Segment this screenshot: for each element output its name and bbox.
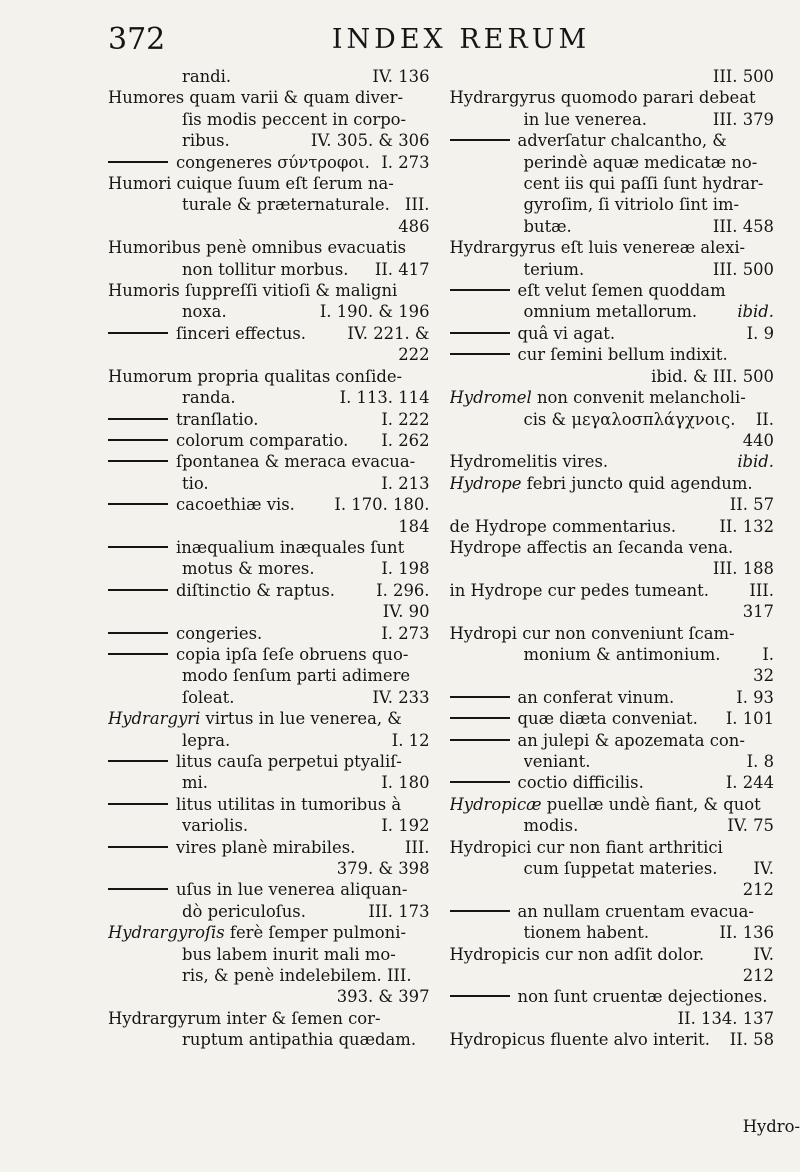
index-reference: I. 190. & 196 (319, 302, 430, 322)
ditto-dash (108, 760, 168, 762)
page-header (108, 22, 774, 60)
index-line (108, 1029, 430, 1050)
index-entry-text: Hydrargyrum inter & ſemen cor- (108, 1008, 381, 1028)
index-reference: IV. (753, 944, 774, 964)
index-entry-text: adverſatur chalcantho, & (517, 131, 727, 151)
index-entry-text: Humoris ſuppreſſi vitioſi & maligni (108, 281, 398, 301)
index-entry-text: motus & mores. (182, 559, 315, 579)
index-line (450, 815, 774, 836)
index-line (108, 944, 430, 965)
index-reference: I. 262 (381, 430, 430, 450)
index-line (450, 66, 774, 87)
index-reference: 32 (753, 666, 774, 686)
index-line (450, 858, 774, 879)
index-line (450, 344, 774, 365)
ditto-dash (108, 161, 168, 163)
ditto-dash (108, 589, 168, 591)
index-entry-text: Hydropici cur non fiant arthritici (449, 837, 723, 857)
index-entry-text: congeneres σύντροφοι. (176, 152, 370, 172)
index-line (450, 901, 774, 922)
index-reference: 379. & 398 (336, 859, 430, 879)
ditto-dash (450, 717, 510, 719)
index-line (108, 280, 430, 301)
ditto-dash (108, 332, 168, 334)
index-line (450, 1029, 774, 1050)
index-entry-text: turale & præternaturale. (182, 195, 390, 215)
index-entry-text: copia ipſa ſeſe obruens quo- (176, 644, 409, 664)
ditto-dash (108, 653, 168, 655)
index-line (108, 644, 430, 665)
index-reference: 184 (398, 516, 430, 536)
index-entry-text: lepra. (182, 730, 231, 750)
index-reference: I. 222 (381, 409, 430, 429)
index-reference: III. 188 (712, 559, 774, 579)
index-line (108, 516, 430, 537)
index-reference: I. 9 (746, 323, 774, 343)
index-reference: II. 57 (729, 495, 774, 515)
left-column (108, 66, 430, 1051)
index-line (108, 751, 430, 772)
index-entry-text: uſus in lue venerea aliquan- (176, 880, 408, 900)
ditto-dash (108, 846, 168, 848)
index-entry-text: Hydrargyroſis ferè ſemper pulmoni- (108, 923, 406, 943)
ditto-dash (108, 803, 168, 805)
index-line (108, 879, 430, 900)
index-line (450, 1008, 774, 1029)
index-entry-text: Hydrope affectis an ſecanda vena. (449, 537, 734, 557)
index-line (450, 730, 774, 751)
index-entry-text: tio. (182, 473, 209, 493)
page-title: INDEX RERUM (331, 24, 591, 55)
index-entry-text: randa. (182, 388, 236, 408)
index-entry-text: veniant. (523, 752, 591, 771)
index-entry-text: Hydromel non convenit melancholi- (449, 388, 746, 408)
index-entry-text: in lue venerea. (523, 109, 647, 129)
index-entry-text: Hydrope febri juncto quid agendum. (449, 473, 753, 493)
index-reference: ibid. (737, 452, 774, 472)
index-reference: I. 101 (725, 709, 774, 729)
index-line (108, 344, 430, 365)
index-line (450, 879, 774, 900)
index-reference: I. 198 (381, 559, 430, 579)
index-entry-text: modo ſenſum parti adimere (182, 666, 411, 686)
index-entry-text: diſtinctio & raptus. (176, 580, 335, 600)
index-entry-text: ſoleat. (182, 687, 235, 707)
index-reference: II. (755, 409, 774, 429)
ditto-dash (108, 503, 168, 505)
index-entry-text: tranſlatio. (176, 409, 259, 429)
index-entry-text: cum ſuppetat materies. (523, 859, 718, 879)
index-entry-text: dò periculoſus. (182, 901, 306, 921)
index-line (450, 708, 774, 729)
index-line (108, 772, 430, 793)
index-line (108, 194, 430, 215)
index-entry-text: eſt velut ſemen quoddam (517, 281, 726, 301)
index-reference: II. 132 (719, 516, 774, 536)
index-line (108, 965, 430, 986)
index-line (450, 430, 774, 451)
ditto-dash (450, 332, 510, 334)
index-line (450, 922, 774, 943)
index-line (108, 87, 430, 108)
index-entry-text: in Hydrope cur pedes tumeant. (449, 580, 709, 600)
ditto-dash (450, 781, 510, 783)
index-reference: IV. (753, 859, 774, 879)
index-entry-text: ruptum antipathia quædam. (182, 1030, 417, 1050)
index-line (450, 665, 774, 686)
index-entry-text: Hydrargyrus quomodo parari debeat (449, 88, 756, 108)
index-reference: I. 113. 114 (339, 388, 430, 408)
index-entry-text: cur ſemini bellum indixit. (517, 345, 728, 365)
index-line (450, 109, 774, 130)
index-entry-text: bus labem inurit mali mo- (182, 944, 396, 964)
index-reference: I. 8 (746, 752, 774, 771)
index-reference: I. 296. (376, 580, 430, 600)
index-entry-text: ris, & penè indelebilem. III. (182, 966, 412, 986)
index-line (108, 66, 430, 87)
index-reference: I. 273 (381, 623, 430, 643)
index-line (108, 109, 430, 130)
index-line (450, 409, 774, 430)
index-entry-text: randi. (182, 67, 232, 86)
index-line (450, 516, 774, 537)
index-reference: IV. 75 (727, 816, 774, 836)
index-entry-text: litus utilitas in tumoribus à (176, 794, 402, 814)
index-line (450, 537, 774, 558)
index-reference: I. 12 (391, 730, 430, 750)
ditto-dash (450, 696, 510, 698)
index-entry-text: cacoethiæ vis. (176, 495, 295, 515)
index-reference: III. 500 (712, 67, 774, 86)
index-line (450, 173, 774, 194)
index-line (108, 387, 430, 408)
index-entry-text: ſinceri effectus. (176, 323, 307, 343)
index-entry-text: quæ diæta conveniat. (517, 709, 698, 729)
ditto-dash (450, 910, 510, 912)
index-entry-text: cis & μεγαλοσπλάγχνοις. (523, 409, 736, 429)
index-line (108, 901, 430, 922)
ditto-dash (450, 995, 510, 997)
index-reference: I. 170. 180. (334, 495, 430, 515)
index-line (108, 922, 430, 943)
index-reference: IV. 233 (372, 687, 430, 707)
index-line (450, 558, 774, 579)
index-entry-text: colorum comparatio. (176, 430, 349, 450)
index-line (450, 944, 774, 965)
index-reference: III. 173 (368, 901, 430, 921)
ditto-dash (108, 460, 168, 462)
ditto-dash (108, 439, 168, 441)
index-line (450, 152, 774, 173)
index-reference: 212 (742, 880, 774, 900)
index-line (108, 601, 430, 622)
index-line (450, 772, 774, 793)
index-reference: I. 192 (381, 816, 430, 836)
index-line (450, 687, 774, 708)
index-entry-text: Hydrargyrus eſt luis venereæ alexi- (449, 238, 746, 258)
index-line (108, 815, 430, 836)
index-line (108, 558, 430, 579)
page-number: 372 (108, 22, 166, 57)
index-line (108, 794, 430, 815)
index-line (450, 323, 774, 344)
ditto-dash (108, 546, 168, 548)
index-reference: 212 (742, 966, 774, 986)
index-reference: 393. & 397 (336, 987, 430, 1007)
index-line (450, 473, 774, 494)
index-entry-text: Hydropi cur non conveniunt ſcam- (449, 623, 735, 643)
index-entry-text: an nullam cruentam evacua- (517, 901, 754, 921)
ditto-dash (108, 632, 168, 634)
index-entry-text: butæ. (523, 216, 572, 236)
index-reference: I. 213 (381, 473, 430, 493)
index-reference: I. 180 (381, 773, 430, 793)
index-line (450, 965, 774, 986)
ditto-dash (450, 139, 510, 141)
index-line (450, 216, 774, 237)
index-line (108, 986, 430, 1007)
index-entry-text: Hydropicæ puellæ undè fiant, & quot (449, 794, 761, 814)
index-line (108, 580, 430, 601)
index-entry-text: Humores quam varii & quam diver- (108, 88, 403, 108)
index-entry-text: de Hydrope commentarius. (449, 516, 677, 536)
index-line (108, 665, 430, 686)
index-reference: III. (749, 580, 774, 600)
index-reference: I. (762, 644, 774, 664)
index-entry-text: ribus. (182, 131, 230, 151)
index-reference: I. 93 (736, 687, 774, 707)
ditto-dash (108, 888, 168, 890)
right-column (450, 66, 774, 1051)
index-entry-text: terium. (523, 259, 585, 279)
index-line (108, 687, 430, 708)
index-entry-text: inæqualium inæquales ſunt (176, 537, 405, 557)
index-entry-text: litus cauſa perpetui ptyaliſ- (176, 752, 402, 771)
index-line (108, 1008, 430, 1029)
index-reference: II. 134. 137 (677, 1008, 774, 1028)
index-line (108, 259, 430, 280)
index-reference: 486 (398, 216, 430, 236)
index-entry-text: non tollitur morbus. (182, 259, 349, 279)
index-entry-text: mi. (182, 773, 208, 793)
index-entry-text: Hydrargyri virtus in lue venerea, & (108, 709, 402, 729)
index-reference: 222 (398, 345, 430, 365)
index-entry-text: omnium metallorum. (523, 302, 698, 322)
index-line (450, 280, 774, 301)
index-line (108, 837, 430, 858)
index-entry-text: ſis modis peccent in corpo- (182, 109, 407, 129)
index-reference: IV. 136 (372, 67, 430, 86)
index-entry-text: Humori cuique ſuum eſt ſerum na- (108, 174, 394, 194)
index-reference: IV. 221. & (347, 323, 430, 343)
index-line (450, 601, 774, 622)
index-reference: ibid. & III. 500 (651, 366, 774, 386)
index-line (108, 237, 430, 258)
index-line (450, 837, 774, 858)
index-entry-text: Humorum propria qualitas conſide- (108, 366, 403, 386)
index-reference: III. 379 (712, 109, 774, 129)
index-reference: 317 (742, 602, 774, 622)
index-reference: III. 458 (712, 216, 774, 236)
index-line (108, 152, 430, 173)
index-reference: 440 (742, 430, 774, 450)
index-reference: II. 58 (729, 1030, 774, 1050)
index-line (108, 323, 430, 344)
index-line (450, 986, 774, 1007)
index-entry-text: Hydropicus fluente alvo interit. (449, 1030, 710, 1050)
index-entry-text: Hydropicis cur non adſit dolor. (449, 944, 705, 964)
index-line (108, 130, 430, 151)
index-line (450, 644, 774, 665)
index-reference: III. (404, 837, 430, 857)
index-entry-text: congeries. (176, 623, 263, 643)
index-entry-text: Hydromelitis vires. (449, 452, 609, 472)
index-line (450, 494, 774, 515)
index-line (108, 858, 430, 879)
index-entry-text: an julepi & apozemata con- (517, 730, 745, 750)
index-line (450, 451, 774, 472)
index-line (450, 130, 774, 151)
index-reference: IV. 305. & 306 (310, 131, 430, 151)
index-entry-text: vires planè mirabiles. (176, 837, 356, 857)
index-reference: II. 417 (374, 259, 430, 279)
catchword: Hydro- (742, 1117, 800, 1136)
index-reference: I. 273 (381, 152, 430, 172)
index-entry-text: non ſunt cruentæ dejectiones. (517, 987, 768, 1007)
index-line (450, 751, 774, 772)
index-entry-text: variolis. (182, 816, 249, 836)
index-reference: I. 244 (725, 773, 774, 793)
index-line (108, 451, 430, 472)
index-entry-text: Humoribus penè omnibus evacuatis (108, 238, 407, 258)
index-line (108, 537, 430, 558)
index-line (450, 194, 774, 215)
ditto-dash (450, 289, 510, 291)
index-columns (108, 66, 774, 1051)
index-line (108, 473, 430, 494)
index-line (108, 430, 430, 451)
index-reference: II. 136 (719, 923, 774, 943)
index-line (108, 730, 430, 751)
index-line (450, 366, 774, 387)
index-entry-text: monium & antimonium. (523, 644, 721, 664)
index-line (450, 623, 774, 644)
ditto-dash (108, 418, 168, 420)
ditto-dash (450, 739, 510, 741)
index-entry-text: quâ vi agat. (517, 323, 616, 343)
index-entry-text: modis. (523, 816, 579, 836)
index-entry-text: an conferat vinum. (517, 687, 675, 707)
index-line (108, 409, 430, 430)
index-line (108, 623, 430, 644)
index-line (108, 708, 430, 729)
index-line (450, 301, 774, 322)
ditto-dash (450, 353, 510, 355)
index-entry-text: coctio difficilis. (517, 773, 644, 793)
index-line (450, 794, 774, 815)
index-entry-text: noxa. (182, 302, 227, 322)
index-line (450, 580, 774, 601)
index-line (108, 301, 430, 322)
index-line (450, 259, 774, 280)
index-line (108, 366, 430, 387)
index-reference: ibid. (737, 302, 774, 322)
index-line (108, 173, 430, 194)
index-reference: III. (404, 195, 430, 215)
index-entry-text: gyroſim, ſi vitriolo ſint im- (523, 195, 740, 215)
index-line (450, 87, 774, 108)
index-entry-text: perindè aquæ medicatæ no- (523, 152, 758, 172)
index-line (108, 494, 430, 515)
index-reference: III. 500 (712, 259, 774, 279)
index-entry-text: ſpontanea & meraca evacua- (176, 452, 416, 472)
index-entry-text: tionem habent. (523, 923, 650, 943)
index-entry-text: cent iis qui paſſi ſunt hydrar- (523, 174, 764, 194)
index-line (108, 216, 430, 237)
index-line (450, 387, 774, 408)
index-line (450, 237, 774, 258)
index-reference: IV. 90 (382, 602, 430, 622)
